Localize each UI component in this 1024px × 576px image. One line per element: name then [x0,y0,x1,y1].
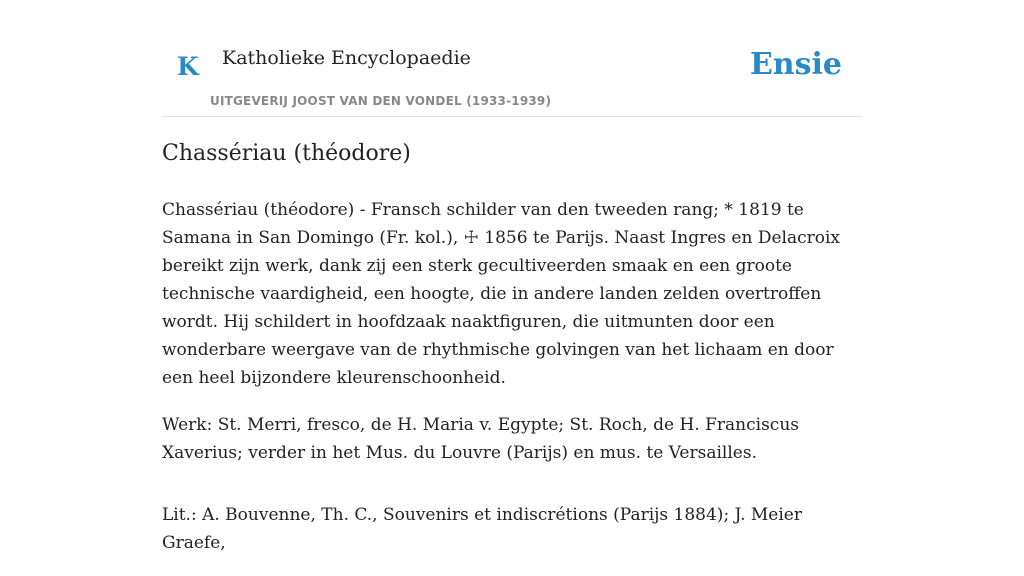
article-paragraph-works: Werk: St. Merri, fresco, de H. Maria v. Egypte; St. Roch, de H. Franciscus Xaverius; verder in het Mus. du Louvre (Parijs) en mus. te Versailles. [162,415,800,463]
site-logo-link[interactable]: K [177,52,199,81]
article [162,136,862,576]
ensie-brand-link[interactable]: Ensie [749,47,842,82]
site-header [162,0,862,117]
article-paragraph-literature: Lit.: A. Bouvenne, Th. C., Souvenirs et indiscrétions (Parijs 1884); J. Meier Graefe, [162,505,802,553]
article-paragraph-description: Chassériau (théodore) - Fransch schilder van den tweeden rang; * 1819 te Samana in San Domingo (Fr. kol.), ☩ 1856 te Parijs. Naast Ingres en Delacroix bereikt zijn werk, dank zij een sterk gecultiveerden smaak en een groote technische vaardigheid, een hoogte, die in andere landen zelden overtroffen wordt. Hij schildert in hoofdzaak naaktfiguren, die uitmunten door een wonderbare weergave van de rhythmische golvingen van het lichaam en door een heel bijzondere kleurenschoonheid. [162,200,840,388]
site-title[interactable]: Katholieke Encyclopaedie [222,47,471,69]
publisher-label: UITGEVERIJ JOOST VAN DEN VONDEL (1933-1939) [210,94,552,108]
article-title: Chassériau (théodore) [162,141,411,166]
